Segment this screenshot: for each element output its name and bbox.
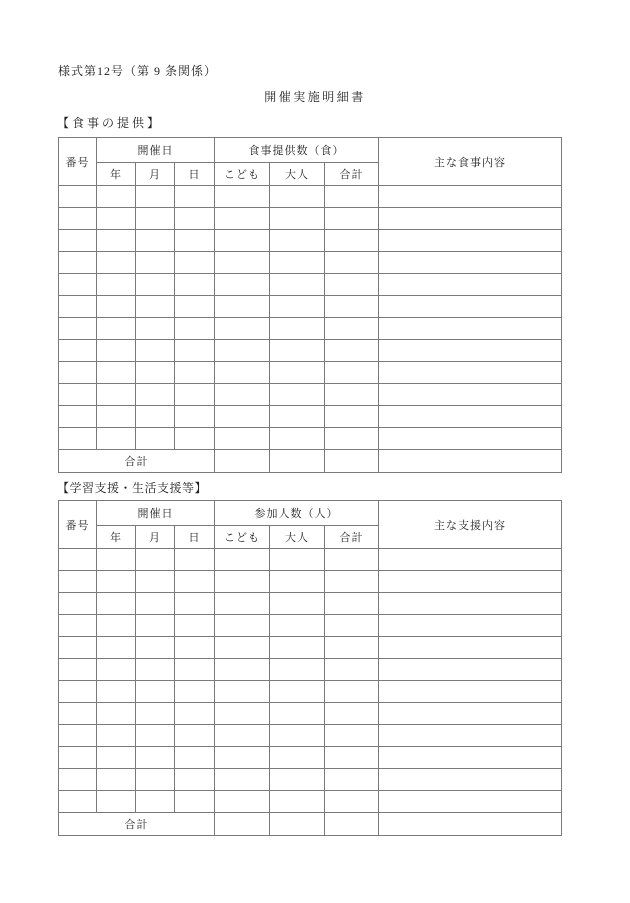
entry-row bbox=[59, 725, 562, 747]
cell-content bbox=[379, 208, 562, 230]
total-subtotal-cell bbox=[325, 450, 379, 473]
cell-day bbox=[175, 769, 215, 791]
entry-row bbox=[59, 384, 562, 406]
cell-number bbox=[59, 593, 97, 615]
support-table bbox=[58, 500, 562, 836]
cell-day bbox=[175, 362, 215, 384]
total-row bbox=[59, 450, 562, 473]
cell-year bbox=[97, 747, 136, 769]
cell-subtotal bbox=[325, 384, 379, 406]
entry-row bbox=[59, 318, 562, 340]
cell-number bbox=[59, 208, 97, 230]
entry-row bbox=[59, 208, 562, 230]
cell-content bbox=[379, 549, 562, 571]
entry-row bbox=[59, 615, 562, 637]
total-adults-cell bbox=[270, 813, 325, 836]
cell-children bbox=[215, 186, 270, 208]
meal-table-footer bbox=[59, 450, 562, 473]
entry-row bbox=[59, 406, 562, 428]
cell-month bbox=[136, 428, 175, 450]
cell-number bbox=[59, 384, 97, 406]
header-adults: 大人 bbox=[270, 526, 325, 549]
cell-day bbox=[175, 747, 215, 769]
meal-table-header bbox=[59, 138, 562, 186]
cell-number bbox=[59, 406, 97, 428]
cell-content bbox=[379, 593, 562, 615]
cell-year bbox=[97, 659, 136, 681]
cell-content bbox=[379, 637, 562, 659]
cell-year bbox=[97, 681, 136, 703]
header-meal-count-group: 食事提供数（食） bbox=[215, 138, 379, 163]
header-number: 番号 bbox=[59, 501, 97, 549]
cell-number bbox=[59, 186, 97, 208]
cell-content bbox=[379, 362, 562, 384]
header-day: 日 bbox=[175, 163, 215, 186]
cell-month bbox=[136, 362, 175, 384]
header-subtotal: 合計 bbox=[325, 526, 379, 549]
cell-month bbox=[136, 615, 175, 637]
cell-children bbox=[215, 593, 270, 615]
cell-number bbox=[59, 791, 97, 813]
cell-subtotal bbox=[325, 340, 379, 362]
cell-adults bbox=[270, 296, 325, 318]
cell-month bbox=[136, 549, 175, 571]
entry-row bbox=[59, 274, 562, 296]
cell-day bbox=[175, 384, 215, 406]
cell-year bbox=[97, 428, 136, 450]
cell-year bbox=[97, 593, 136, 615]
section-label-meal-provision: 【食事の提供】 bbox=[57, 116, 163, 130]
cell-number bbox=[59, 318, 97, 340]
cell-children bbox=[215, 791, 270, 813]
cell-content bbox=[379, 186, 562, 208]
cell-number bbox=[59, 747, 97, 769]
cell-adults bbox=[270, 428, 325, 450]
cell-children bbox=[215, 571, 270, 593]
cell-month bbox=[136, 318, 175, 340]
cell-day bbox=[175, 703, 215, 725]
cell-subtotal bbox=[325, 362, 379, 384]
cell-month bbox=[136, 769, 175, 791]
cell-children bbox=[215, 252, 270, 274]
cell-adults bbox=[270, 384, 325, 406]
cell-children bbox=[215, 274, 270, 296]
cell-year bbox=[97, 571, 136, 593]
cell-adults bbox=[270, 659, 325, 681]
cell-year bbox=[97, 615, 136, 637]
cell-children bbox=[215, 406, 270, 428]
entry-row bbox=[59, 571, 562, 593]
cell-day bbox=[175, 230, 215, 252]
cell-month bbox=[136, 274, 175, 296]
form-number: 様式第12号（第 9 条関係） bbox=[58, 64, 218, 78]
cell-month bbox=[136, 252, 175, 274]
section-label-support: 【学習支援・生活支援等】 bbox=[57, 481, 208, 495]
cell-content bbox=[379, 274, 562, 296]
cell-year bbox=[97, 406, 136, 428]
header-month: 月 bbox=[136, 163, 175, 186]
cell-day bbox=[175, 593, 215, 615]
total-row bbox=[59, 813, 562, 836]
entry-row bbox=[59, 747, 562, 769]
cell-adults bbox=[270, 406, 325, 428]
cell-day bbox=[175, 725, 215, 747]
cell-content bbox=[379, 428, 562, 450]
cell-number bbox=[59, 769, 97, 791]
total-children-cell bbox=[215, 450, 270, 473]
cell-adults bbox=[270, 340, 325, 362]
cell-content bbox=[379, 725, 562, 747]
cell-adults bbox=[270, 747, 325, 769]
cell-adults bbox=[270, 681, 325, 703]
total-children-cell bbox=[215, 813, 270, 836]
cell-month bbox=[136, 571, 175, 593]
cell-adults bbox=[270, 703, 325, 725]
header-children: こども bbox=[215, 163, 270, 186]
header-year: 年 bbox=[97, 163, 136, 186]
cell-content bbox=[379, 384, 562, 406]
entry-row bbox=[59, 230, 562, 252]
cell-number bbox=[59, 274, 97, 296]
header-date-group: 開催日 bbox=[97, 138, 215, 163]
cell-children bbox=[215, 681, 270, 703]
cell-number bbox=[59, 725, 97, 747]
cell-subtotal bbox=[325, 428, 379, 450]
cell-day bbox=[175, 318, 215, 340]
cell-subtotal bbox=[325, 791, 379, 813]
cell-content bbox=[379, 769, 562, 791]
cell-adults bbox=[270, 549, 325, 571]
cell-month bbox=[136, 384, 175, 406]
cell-month bbox=[136, 296, 175, 318]
cell-day bbox=[175, 637, 215, 659]
cell-month bbox=[136, 681, 175, 703]
cell-subtotal bbox=[325, 571, 379, 593]
cell-day bbox=[175, 274, 215, 296]
cell-subtotal bbox=[325, 274, 379, 296]
cell-content bbox=[379, 296, 562, 318]
cell-year bbox=[97, 230, 136, 252]
cell-month bbox=[136, 593, 175, 615]
cell-number bbox=[59, 296, 97, 318]
cell-adults bbox=[270, 637, 325, 659]
entry-row bbox=[59, 428, 562, 450]
cell-day bbox=[175, 186, 215, 208]
cell-day bbox=[175, 252, 215, 274]
total-label: 合計 bbox=[59, 450, 215, 473]
header-participant-count-group: 参加人数（人） bbox=[215, 501, 379, 526]
cell-subtotal bbox=[325, 186, 379, 208]
entry-row bbox=[59, 637, 562, 659]
header-children: こども bbox=[215, 526, 270, 549]
cell-children bbox=[215, 615, 270, 637]
entry-row bbox=[59, 703, 562, 725]
cell-year bbox=[97, 703, 136, 725]
cell-content bbox=[379, 230, 562, 252]
cell-subtotal bbox=[325, 681, 379, 703]
entry-row bbox=[59, 593, 562, 615]
cell-content bbox=[379, 681, 562, 703]
cell-day bbox=[175, 659, 215, 681]
cell-day bbox=[175, 208, 215, 230]
header-adults: 大人 bbox=[270, 163, 325, 186]
cell-subtotal bbox=[325, 725, 379, 747]
cell-children bbox=[215, 362, 270, 384]
header-support-content: 主な支援内容 bbox=[379, 501, 562, 549]
cell-subtotal bbox=[325, 406, 379, 428]
entry-row bbox=[59, 340, 562, 362]
cell-subtotal bbox=[325, 296, 379, 318]
support-table-header bbox=[59, 501, 562, 549]
cell-year bbox=[97, 318, 136, 340]
cell-month bbox=[136, 340, 175, 362]
cell-day bbox=[175, 340, 215, 362]
cell-content bbox=[379, 406, 562, 428]
cell-subtotal bbox=[325, 208, 379, 230]
cell-subtotal bbox=[325, 549, 379, 571]
cell-children bbox=[215, 230, 270, 252]
cell-month bbox=[136, 637, 175, 659]
cell-adults bbox=[270, 769, 325, 791]
cell-number bbox=[59, 703, 97, 725]
cell-number bbox=[59, 681, 97, 703]
meal-provision-table bbox=[58, 137, 562, 473]
cell-children bbox=[215, 318, 270, 340]
cell-adults bbox=[270, 571, 325, 593]
cell-content bbox=[379, 252, 562, 274]
cell-year bbox=[97, 384, 136, 406]
cell-day bbox=[175, 615, 215, 637]
cell-content bbox=[379, 791, 562, 813]
cell-month bbox=[136, 747, 175, 769]
cell-subtotal bbox=[325, 703, 379, 725]
header-subtotal: 合計 bbox=[325, 163, 379, 186]
support-table-footer bbox=[59, 813, 562, 836]
header-date-group: 開催日 bbox=[97, 501, 215, 526]
cell-year bbox=[97, 769, 136, 791]
cell-adults bbox=[270, 252, 325, 274]
total-adults-cell bbox=[270, 450, 325, 473]
cell-year bbox=[97, 186, 136, 208]
cell-content bbox=[379, 340, 562, 362]
cell-children bbox=[215, 340, 270, 362]
cell-day bbox=[175, 571, 215, 593]
cell-content bbox=[379, 615, 562, 637]
cell-month bbox=[136, 659, 175, 681]
cell-year bbox=[97, 252, 136, 274]
cell-children bbox=[215, 703, 270, 725]
cell-subtotal bbox=[325, 593, 379, 615]
cell-number bbox=[59, 428, 97, 450]
cell-children bbox=[215, 659, 270, 681]
header-year: 年 bbox=[97, 526, 136, 549]
cell-adults bbox=[270, 208, 325, 230]
cell-year bbox=[97, 549, 136, 571]
cell-year bbox=[97, 296, 136, 318]
cell-day bbox=[175, 296, 215, 318]
cell-adults bbox=[270, 230, 325, 252]
cell-subtotal bbox=[325, 637, 379, 659]
cell-subtotal bbox=[325, 230, 379, 252]
cell-content bbox=[379, 659, 562, 681]
cell-month bbox=[136, 725, 175, 747]
cell-children bbox=[215, 384, 270, 406]
cell-content bbox=[379, 318, 562, 340]
header-day: 日 bbox=[175, 526, 215, 549]
cell-adults bbox=[270, 725, 325, 747]
cell-day bbox=[175, 406, 215, 428]
cell-year bbox=[97, 637, 136, 659]
document-title: 開催実施明細書 bbox=[264, 90, 366, 104]
cell-year bbox=[97, 791, 136, 813]
cell-year bbox=[97, 340, 136, 362]
cell-children bbox=[215, 549, 270, 571]
entry-row bbox=[59, 549, 562, 571]
cell-adults bbox=[270, 362, 325, 384]
cell-content bbox=[379, 571, 562, 593]
cell-year bbox=[97, 208, 136, 230]
cell-number bbox=[59, 340, 97, 362]
entry-row bbox=[59, 681, 562, 703]
cell-adults bbox=[270, 318, 325, 340]
cell-month bbox=[136, 406, 175, 428]
cell-children bbox=[215, 747, 270, 769]
cell-children bbox=[215, 637, 270, 659]
cell-number bbox=[59, 362, 97, 384]
total-subtotal-cell bbox=[325, 813, 379, 836]
cell-adults bbox=[270, 186, 325, 208]
cell-adults bbox=[270, 615, 325, 637]
cell-number bbox=[59, 615, 97, 637]
total-label: 合計 bbox=[59, 813, 215, 836]
cell-children bbox=[215, 296, 270, 318]
cell-month bbox=[136, 186, 175, 208]
entry-row bbox=[59, 252, 562, 274]
cell-children bbox=[215, 428, 270, 450]
cell-number bbox=[59, 571, 97, 593]
entry-row bbox=[59, 659, 562, 681]
cell-subtotal bbox=[325, 615, 379, 637]
cell-day bbox=[175, 428, 215, 450]
entry-row bbox=[59, 791, 562, 813]
entry-row bbox=[59, 362, 562, 384]
cell-subtotal bbox=[325, 769, 379, 791]
header-meal-content: 主な食事内容 bbox=[379, 138, 562, 186]
entry-row bbox=[59, 296, 562, 318]
cell-children bbox=[215, 769, 270, 791]
cell-day bbox=[175, 681, 215, 703]
cell-subtotal bbox=[325, 252, 379, 274]
cell-adults bbox=[270, 593, 325, 615]
cell-content bbox=[379, 747, 562, 769]
cell-children bbox=[215, 208, 270, 230]
cell-year bbox=[97, 725, 136, 747]
total-content-cell bbox=[379, 450, 562, 473]
cell-subtotal bbox=[325, 318, 379, 340]
entry-row bbox=[59, 186, 562, 208]
header-month: 月 bbox=[136, 526, 175, 549]
cell-year bbox=[97, 274, 136, 296]
cell-number bbox=[59, 549, 97, 571]
cell-adults bbox=[270, 274, 325, 296]
cell-day bbox=[175, 549, 215, 571]
cell-month bbox=[136, 791, 175, 813]
total-content-cell bbox=[379, 813, 562, 836]
cell-month bbox=[136, 230, 175, 252]
cell-day bbox=[175, 791, 215, 813]
cell-number bbox=[59, 252, 97, 274]
cell-content bbox=[379, 703, 562, 725]
cell-month bbox=[136, 208, 175, 230]
cell-year bbox=[97, 362, 136, 384]
cell-number bbox=[59, 659, 97, 681]
header-number: 番号 bbox=[59, 138, 97, 186]
cell-adults bbox=[270, 791, 325, 813]
cell-subtotal bbox=[325, 659, 379, 681]
cell-number bbox=[59, 230, 97, 252]
cell-children bbox=[215, 725, 270, 747]
entry-row bbox=[59, 769, 562, 791]
cell-subtotal bbox=[325, 747, 379, 769]
cell-number bbox=[59, 637, 97, 659]
cell-month bbox=[136, 703, 175, 725]
